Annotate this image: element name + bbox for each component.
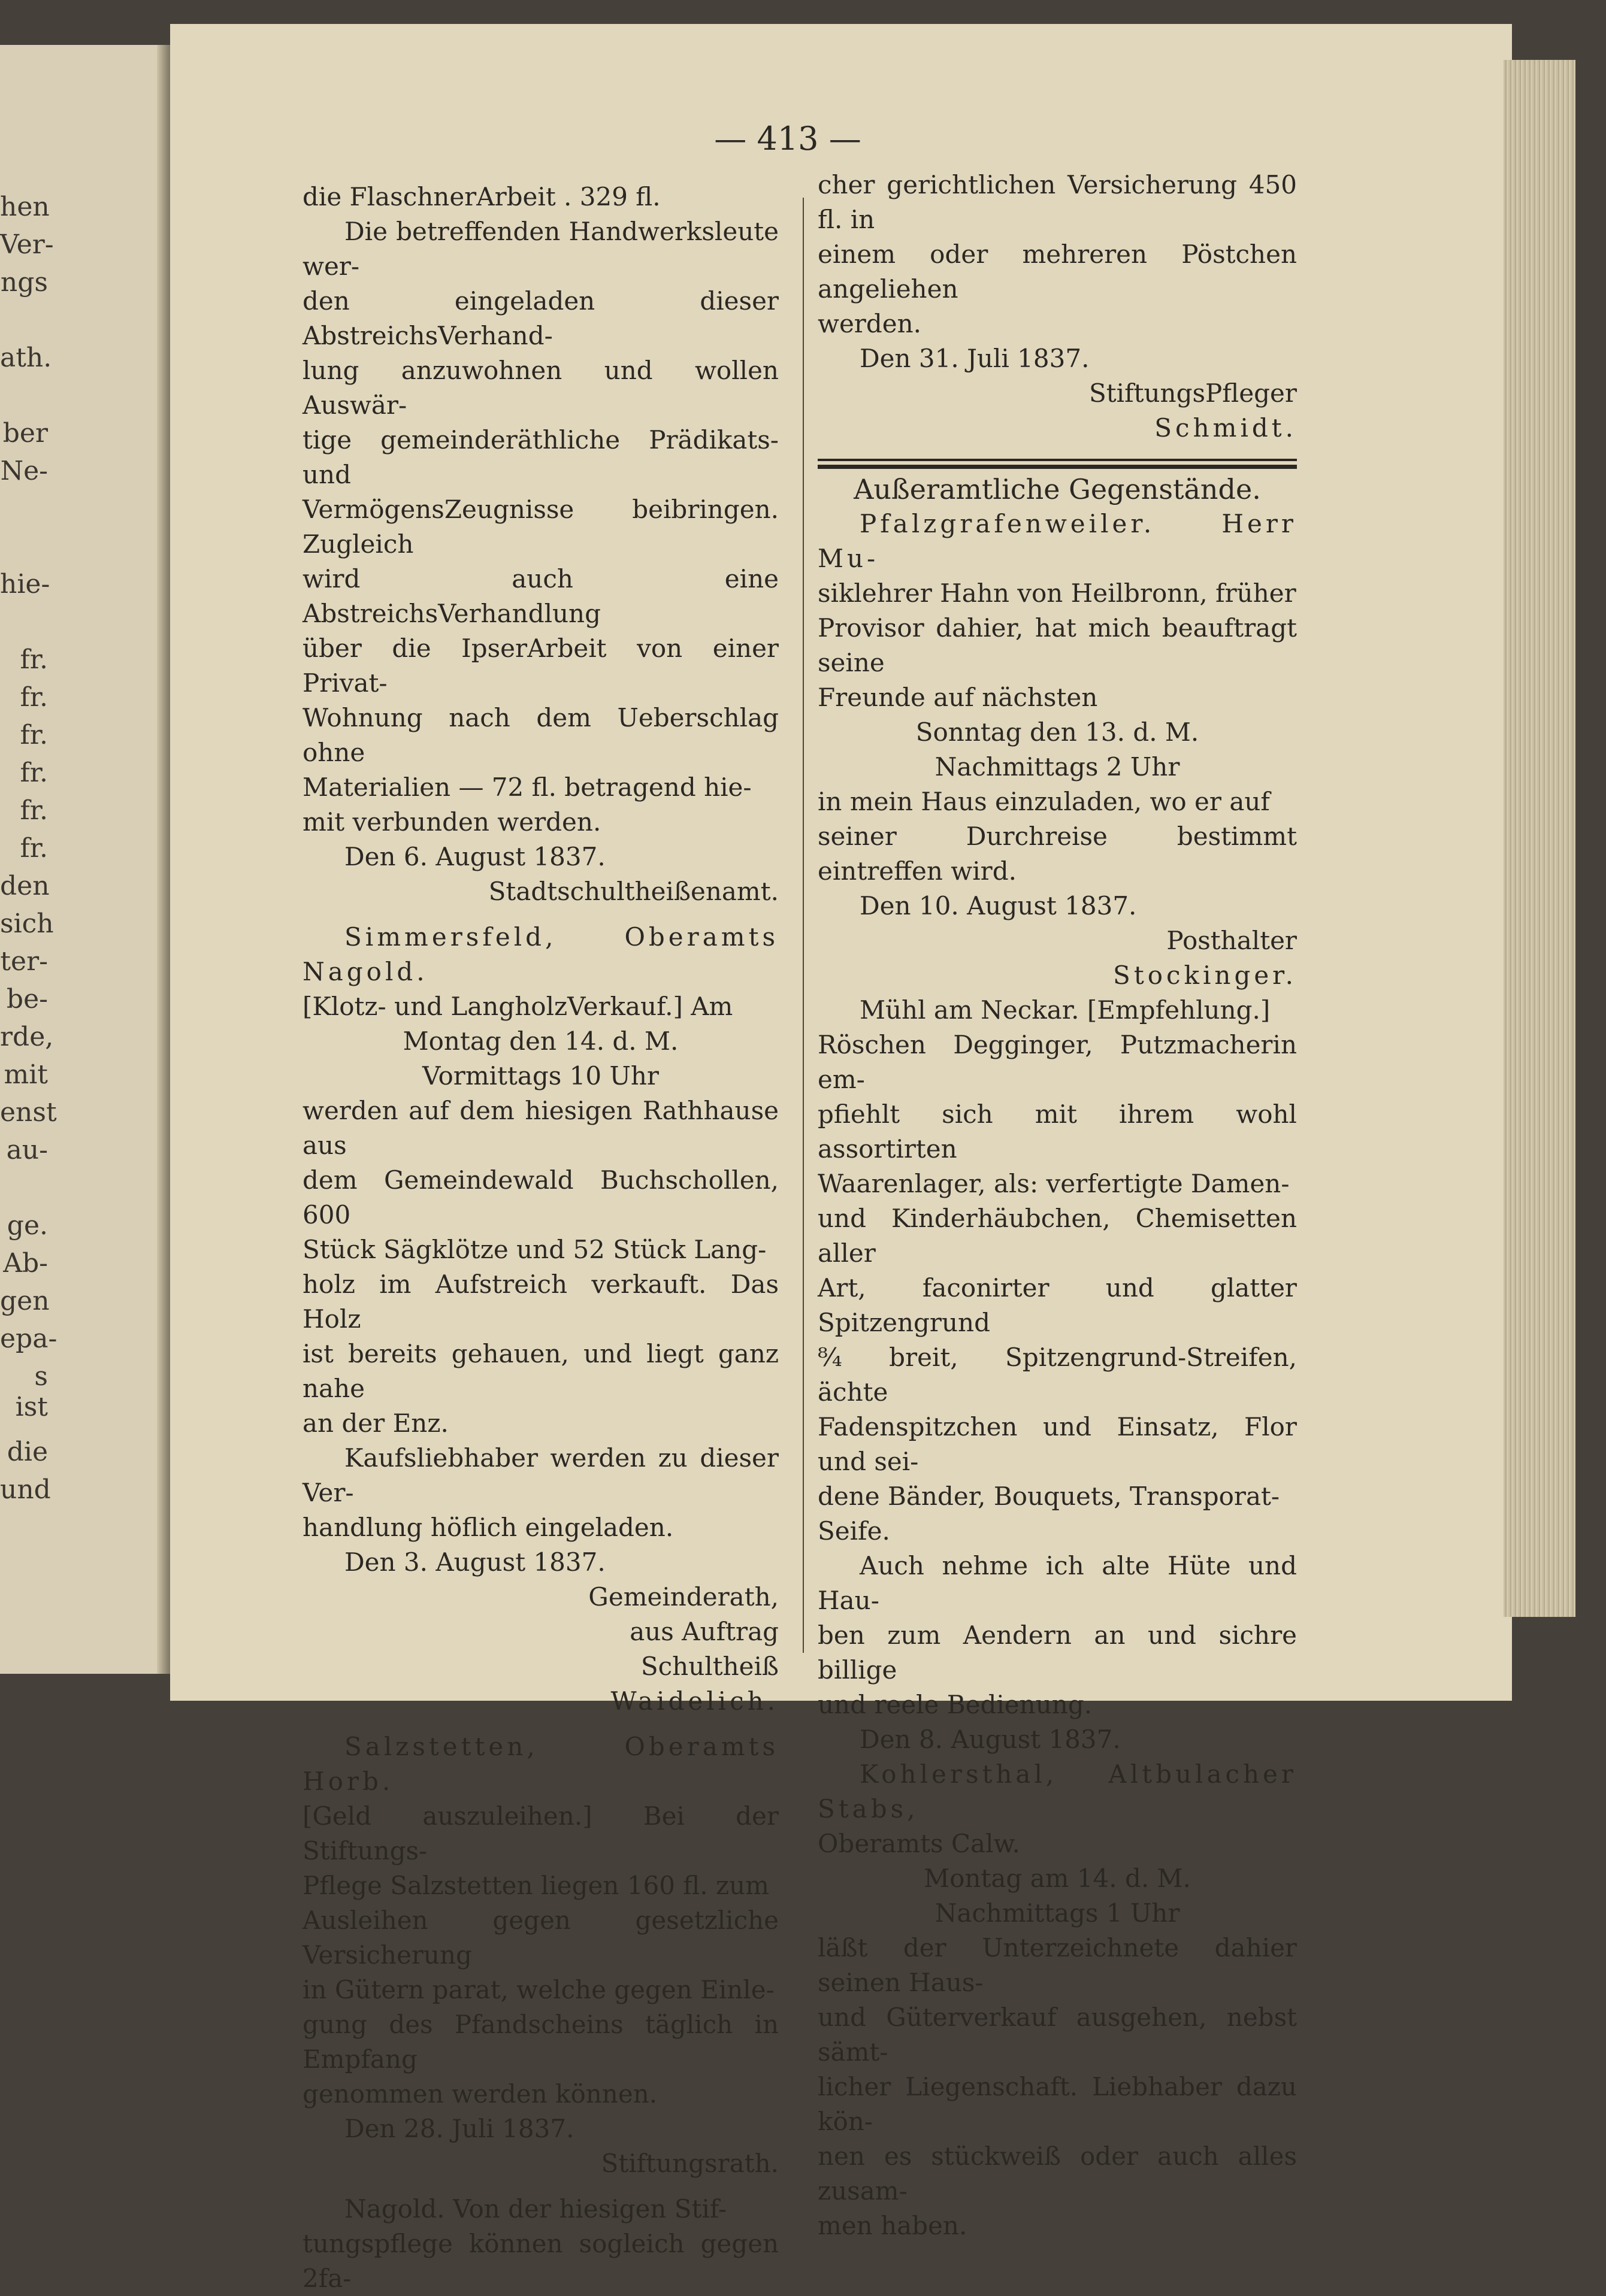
- fragment-text: den: [0, 871, 50, 901]
- text-line: aus Auftrag: [630, 1617, 779, 1646]
- text-line: die FlaschnerArbeit . 329 fl.: [303, 182, 661, 211]
- text-line: Nachmittags 1 Uhr: [934, 1898, 1180, 1928]
- column-divider: [803, 198, 804, 1653]
- text-line: Freunde auf nächsten: [818, 683, 1098, 712]
- text-line: über die IpserArbeit von einer Privat-: [303, 634, 779, 698]
- text-line: Seife.: [818, 1516, 890, 1546]
- text-line: Gemeinderath,: [588, 1582, 779, 1612]
- fragment-text: fr.: [20, 833, 48, 864]
- text-line: gung des Pfandscheins täglich in Empfang: [303, 2010, 779, 2074]
- text-line: siklehrer Hahn von Heilbronn, früher: [818, 578, 1296, 608]
- right-column-bottom: [818, 507, 1297, 2243]
- text-line: einem oder mehreren Pöstchen angeliehen: [818, 240, 1297, 304]
- text-line: Provisor dahier, hat mich beauftragt seine: [818, 613, 1297, 677]
- text-line: VermögensZeugnisse beibringen. Zugleich: [303, 495, 779, 559]
- left-column: [303, 180, 779, 2296]
- fragment-text: enst: [0, 1097, 57, 1128]
- text-line: Stockinger.: [1113, 961, 1297, 990]
- text-line: Den 3. August 1837.: [344, 1547, 606, 1577]
- text-line: Schultheiß: [640, 1652, 779, 1681]
- text-line: Waidelich.: [610, 1686, 779, 1716]
- section-heading: Außeramtliche Gegenstände.: [854, 473, 1261, 505]
- text-line: licher Liegenschaft. Liebhaber dazu kön-: [818, 2072, 1297, 2136]
- fragment-text: mit: [4, 1059, 48, 1090]
- text-line: genommen werden können.: [303, 2079, 658, 2109]
- text-line: Schmidt.: [1154, 413, 1297, 443]
- text-line: lung anzuwohnen und wollen Auswär-: [303, 356, 779, 420]
- fragment-text: be-: [6, 984, 48, 1014]
- text-line: nen es stückweiß oder auch alles zusam-: [818, 2141, 1297, 2206]
- right-column-top: [818, 168, 1297, 446]
- text-line: seiner Durchreise bestimmt eintreffen wird.: [818, 822, 1297, 886]
- fragment-text: fr.: [20, 644, 48, 675]
- fragment-text: ath.: [0, 343, 52, 373]
- fragment-text: Ver-: [0, 229, 54, 260]
- fragment-text: Ne-: [0, 456, 48, 486]
- text-line: Mühl am Neckar. [Empfehlung.]: [860, 995, 1271, 1025]
- text-line: Vormittags 10 Uhr: [422, 1061, 659, 1091]
- text-line: Materialien — 72 fl. betragend hie-: [303, 773, 752, 802]
- text-line: Den 6. August 1837.: [344, 842, 606, 871]
- text-line: Den 31. Juli 1837.: [860, 344, 1090, 373]
- text-line: cher gerichtlichen Versicherung 450 fl. in: [818, 170, 1297, 234]
- text-line: und reele Bedienung.: [818, 1690, 1093, 1719]
- text-line: StiftungsPfleger: [1089, 378, 1297, 408]
- text-line: Den 28. Juli 1837.: [344, 2114, 574, 2143]
- text-line: Nagold. Von der hiesigen Stif-: [344, 2194, 727, 2224]
- fragment-text: au-: [6, 1135, 48, 1165]
- text-line: Salzstetten, Oberamts Horb.: [303, 1732, 779, 1796]
- text-line: ⁸⁄₄ breit, Spitzengrund-Streifen, ächte: [818, 1343, 1297, 1407]
- text-line: Montag den 14. d. M.: [403, 1026, 679, 1056]
- fragment-text: hen: [0, 192, 50, 222]
- fragment-text: fr.: [20, 682, 48, 713]
- fragment-text: gen: [0, 1286, 50, 1316]
- text-line: Pfalzgrafenweiler. Herr Mu-: [818, 509, 1297, 573]
- fragment-text: fr.: [20, 720, 48, 750]
- text-line: Kohlersthal, Altbulacher Stabs,: [818, 1759, 1297, 1824]
- fragment-text: rde,: [0, 1022, 54, 1052]
- text-line: [Geld auszuleihen.] Bei der Stiftungs-: [303, 1801, 779, 1865]
- text-line: Posthalter: [1166, 926, 1297, 955]
- text-line: holz im Aufstreich verkauft. Das Holz: [303, 1270, 779, 1334]
- text-line: in Gütern parat, welche gegen Einle-: [303, 1975, 775, 2004]
- text-line: den eingeladen dieser AbstreichsVerhand-: [303, 286, 779, 350]
- text-line: und Kinderhäubchen, Chemisetten aller: [818, 1204, 1297, 1268]
- text-line: Simmersfeld, Oberamts Nagold.: [303, 922, 779, 986]
- text-line: Den 10. August 1837.: [860, 891, 1137, 920]
- fragment-text: ter-: [0, 946, 48, 977]
- text-line: Kaufsliebhaber werden zu dieser Ver-: [303, 1443, 779, 1507]
- page-edges: [1504, 60, 1575, 1617]
- double-rule: [818, 456, 1297, 472]
- text-line: Fadenspitzchen und Einsatz, Flor und sei-: [818, 1412, 1297, 1476]
- text-line: und Güterverkauf ausgehen, nebst sämt-: [818, 2003, 1297, 2067]
- text-line: dene Bänder, Bouquets, Transporat-: [818, 1482, 1280, 1511]
- text-line: Pflege Salzstetten liegen 160 fl. zum: [303, 1871, 769, 1900]
- text-line: ben zum Aendern an und sichre billige: [818, 1620, 1297, 1685]
- text-line: Sonntag den 13. d. M.: [915, 717, 1199, 747]
- text-line: dem Gemeindewald Buchschollen, 600: [303, 1165, 779, 1229]
- text-line: Oberamts Calw.: [818, 1829, 1020, 1858]
- text-line: in mein Haus einzuladen, wo er auf: [818, 787, 1270, 816]
- text-line: Nachmittags 2 Uhr: [934, 752, 1180, 782]
- text-line: Den 8. August 1837.: [860, 1725, 1121, 1754]
- text-line: mit verbunden werden.: [303, 807, 601, 837]
- text-line: Wohnung nach dem Ueberschlag ohne: [303, 703, 779, 767]
- fragment-text: ge.: [7, 1210, 48, 1241]
- text-line: Röschen Degginger, Putzmacherin em-: [818, 1030, 1297, 1094]
- right-column: [818, 168, 1297, 2243]
- text-line: ist bereits gehauen, und liegt ganz nahe: [303, 1339, 779, 1403]
- fragment-text: s ist: [15, 1361, 48, 1422]
- text-line: Stück Sägklötze und 52 Stück Lang-: [303, 1235, 767, 1264]
- text-line: tungspflege können sogleich gegen 2fa-: [303, 2229, 779, 2293]
- fragment-text: ber: [2, 418, 48, 449]
- text-line: Auch nehme ich alte Hüte und Hau-: [818, 1551, 1297, 1615]
- text-line: Stadtschultheißenamt.: [488, 877, 779, 906]
- fragment-text: ngs: [0, 267, 48, 298]
- text-line: men haben.: [818, 2211, 967, 2240]
- page-number: — 413 —: [714, 120, 861, 157]
- text-line: Art, faconirter und glatter Spitzengrund: [818, 1273, 1297, 1337]
- text-line: werden auf dem hiesigen Rathhause aus: [303, 1096, 779, 1160]
- text-line: Die betreffenden Handwerksleute wer-: [303, 217, 779, 281]
- fragment-text: und: [0, 1474, 51, 1505]
- text-line: tige gemeinderäthliche Prädikats- und: [303, 425, 779, 489]
- text-line: werden.: [818, 309, 922, 338]
- text-line: pfiehlt sich mit ihrem wohl assortirten: [818, 1099, 1297, 1164]
- text-line: läßt der Unterzeichnete dahier seinen Haus-: [818, 1933, 1297, 1997]
- text-line: [Klotz- und LangholzVerkauf.] Am: [303, 992, 733, 1021]
- text-line: Stiftungsrath.: [601, 2149, 779, 2178]
- text-line: Montag am 14. d. M.: [924, 1864, 1191, 1893]
- text-line: handlung höflich eingeladen.: [303, 1513, 674, 1542]
- text-line: wird auch eine AbstreichsVerhandlung: [303, 564, 779, 628]
- text-line: Ausleihen gegen gesetzliche Versicherung: [303, 1906, 779, 1970]
- fragment-text: sich: [0, 908, 54, 939]
- fragment-text: fr.: [20, 758, 48, 788]
- text-line: Waarenlager, als: verfertigte Damen-: [818, 1169, 1290, 1198]
- fragment-text: Ab-: [3, 1248, 48, 1279]
- fragment-text: fr.: [20, 795, 48, 826]
- fragment-text: die: [7, 1437, 48, 1467]
- fragment-text: hie-: [0, 569, 50, 599]
- fragment-text: epa-: [0, 1323, 58, 1354]
- text-line: an der Enz.: [303, 1409, 449, 1438]
